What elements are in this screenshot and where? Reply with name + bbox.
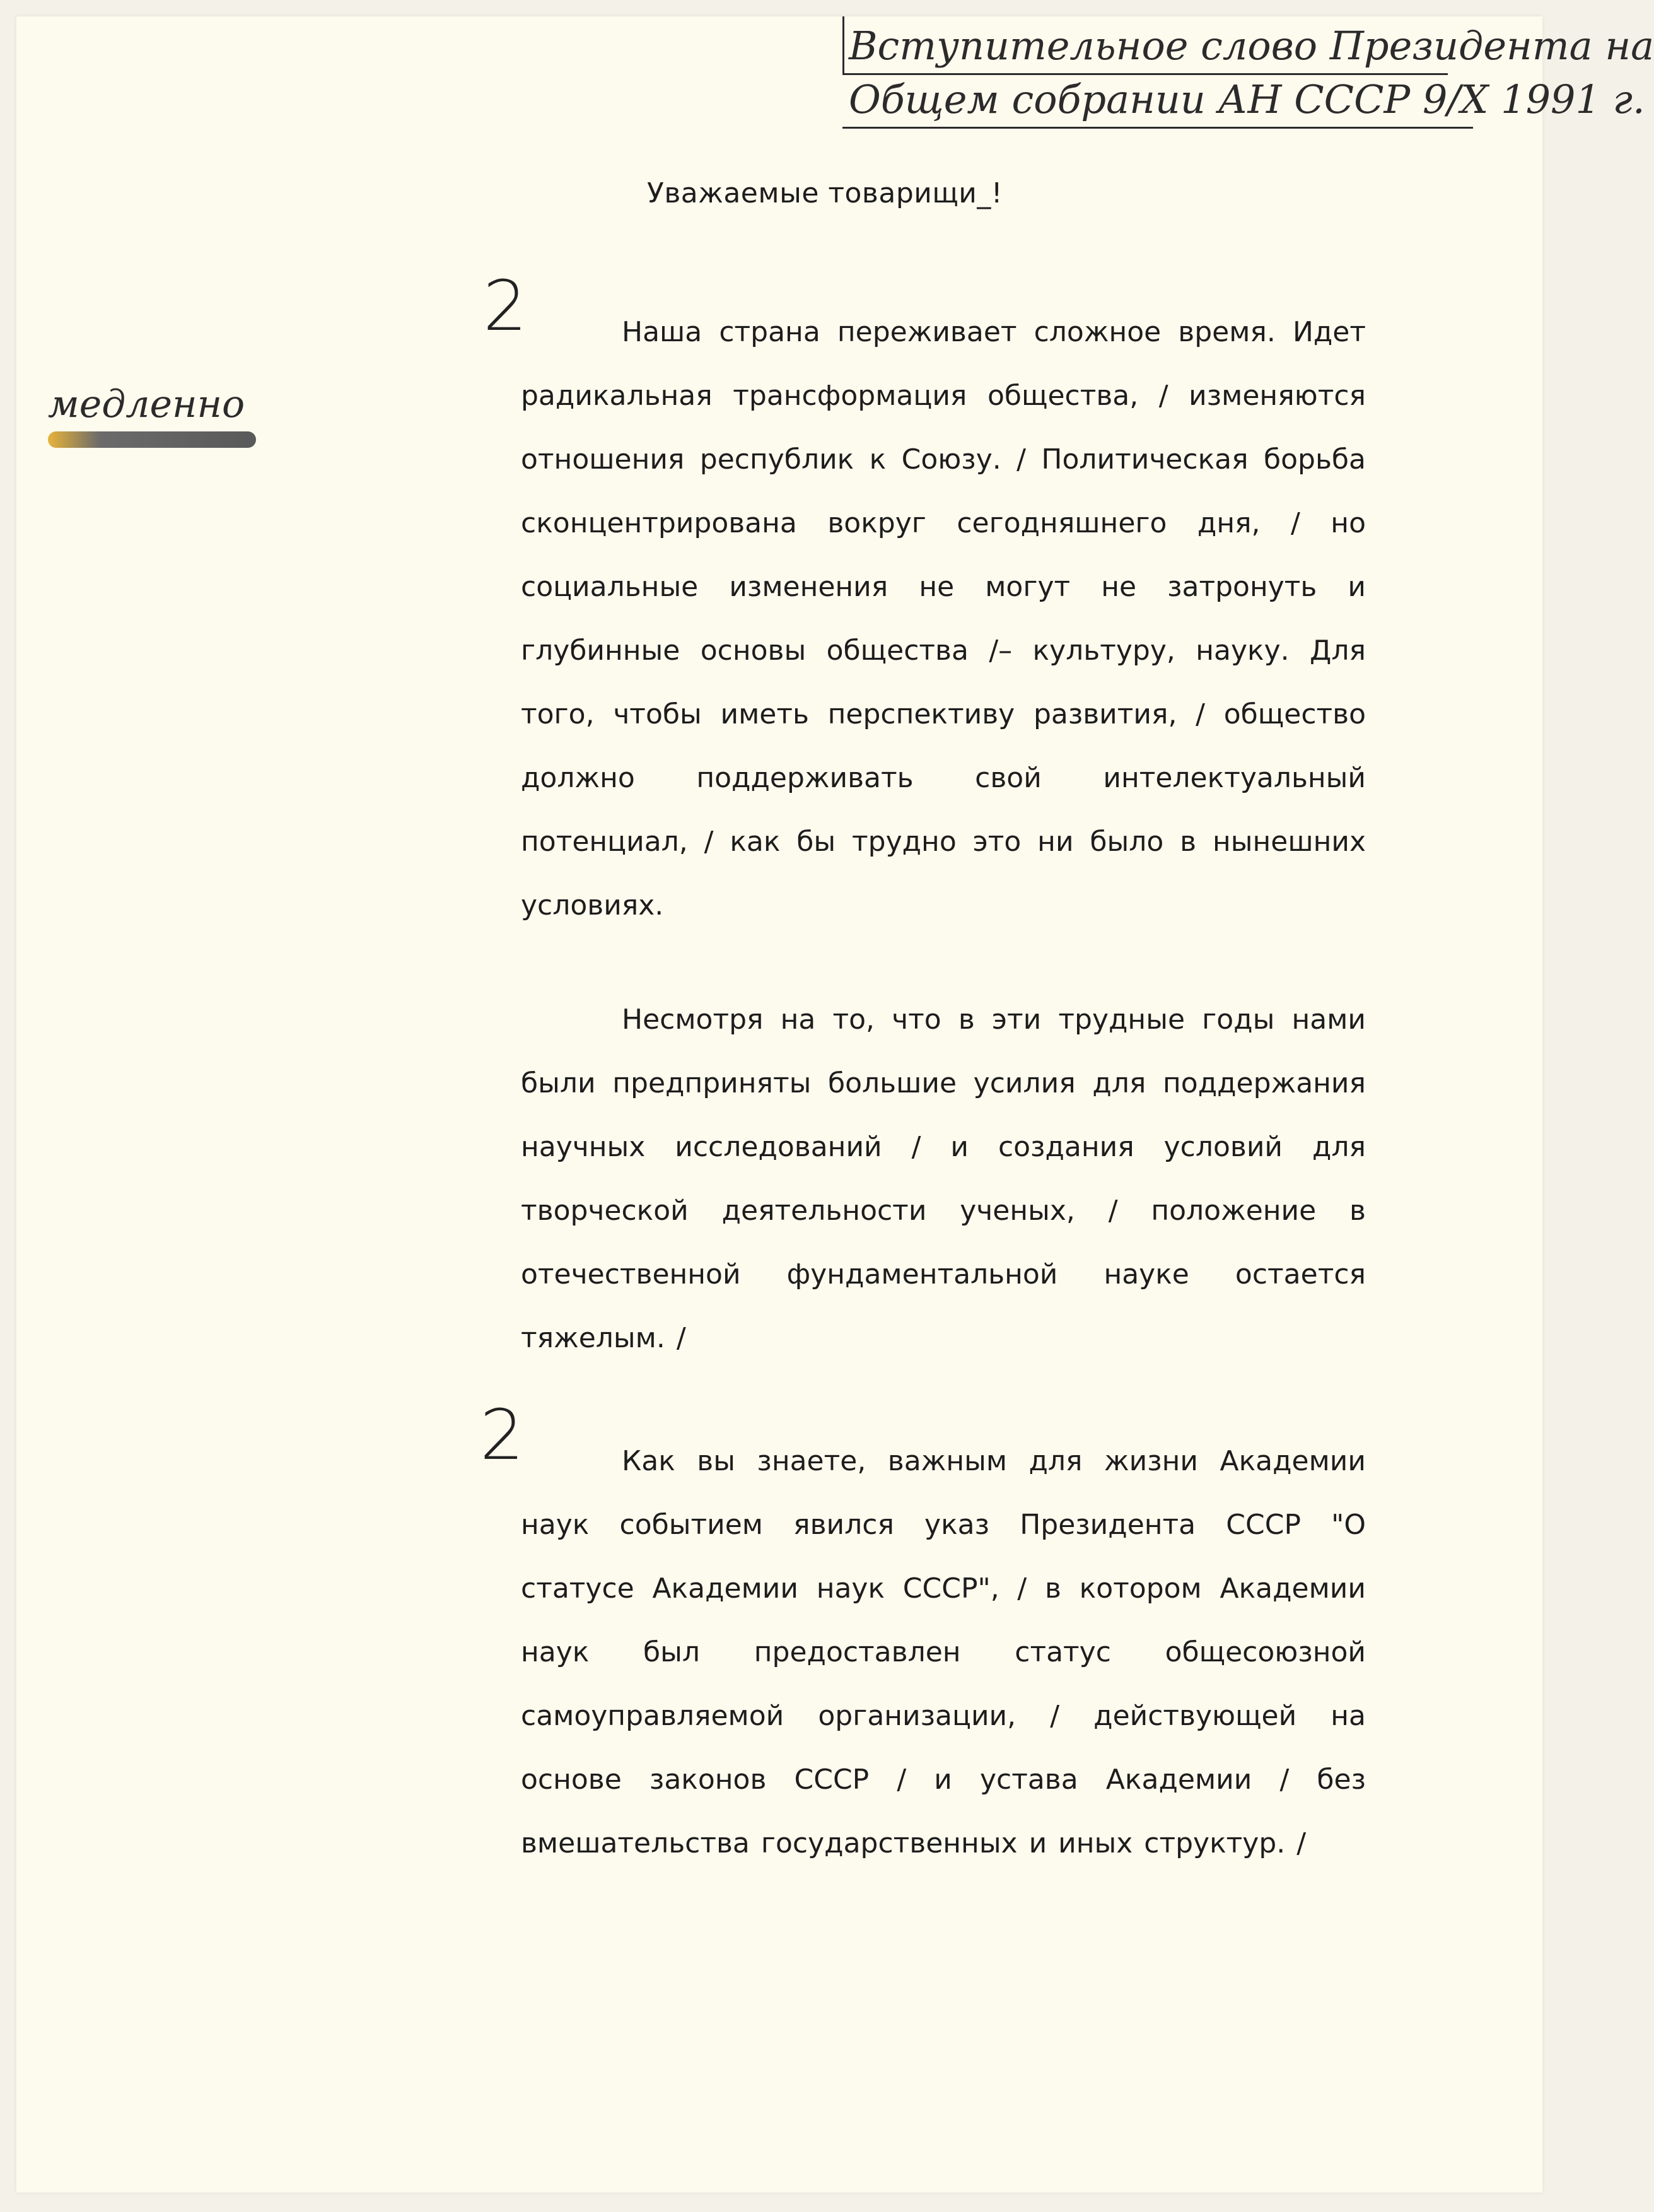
paragraph-1 <box>521 300 1366 937</box>
paragraph-1-text: Наша страна переживает сложное время. Идет радикальная трансформация общества, / изменяются отношения республик к Союзу. / Политическая борьба сконцентрирована вокруг сегодняшнего дня, / но социальные изменения не могут не затронуть и глубинные основы общества /– культуру, науку. Для того, чтобы иметь перспективу развития, / общество должно поддерживать свой интелектуальный потенциал, / как бы трудно это ни было в нынешних условиях. <box>521 316 1366 922</box>
paragraph-3-text: Как вы знаете, важным для жизни Академии наук событием явился указ Президента СССР "О статусе Академии наук СССР", / в котором Академии наук был предоставлен статус общесоюзной самоуправляемой организации, / действующей на основе законов СССР / и устава Академии / без вмешательства государственных и иных структур. / <box>521 1445 1366 1859</box>
paragraph-3 <box>521 1429 1366 1875</box>
header-underline-2 <box>842 127 1473 129</box>
paragraph-mark-1: 2 <box>483 266 527 346</box>
header-underline-1 <box>842 73 1448 75</box>
paragraph-mark-2: 2 <box>480 1395 524 1475</box>
header-note-line-2: Общем собрании АН СССР 9/X 1991 г. <box>849 76 1645 122</box>
marker-highlight <box>48 431 256 448</box>
paragraph-2 <box>521 988 1366 1370</box>
handwritten-header-note <box>842 16 1654 143</box>
margin-note: медленно <box>48 382 245 426</box>
document-page <box>16 16 1654 2192</box>
header-bracket <box>842 16 844 73</box>
greeting: Уважаемые товарищи_! <box>647 177 1003 209</box>
header-note-line-1: Вступительное слово Президента на <box>849 23 1654 69</box>
paragraph-2-text: Несмотря на то, что в эти трудные годы нами были предприняты большие усилия для поддержания научных исследований / и создания условий для творческой деятельности ученых, / положение в отечественной фундаментальной науке остается тяжелым. / <box>521 1004 1366 1354</box>
